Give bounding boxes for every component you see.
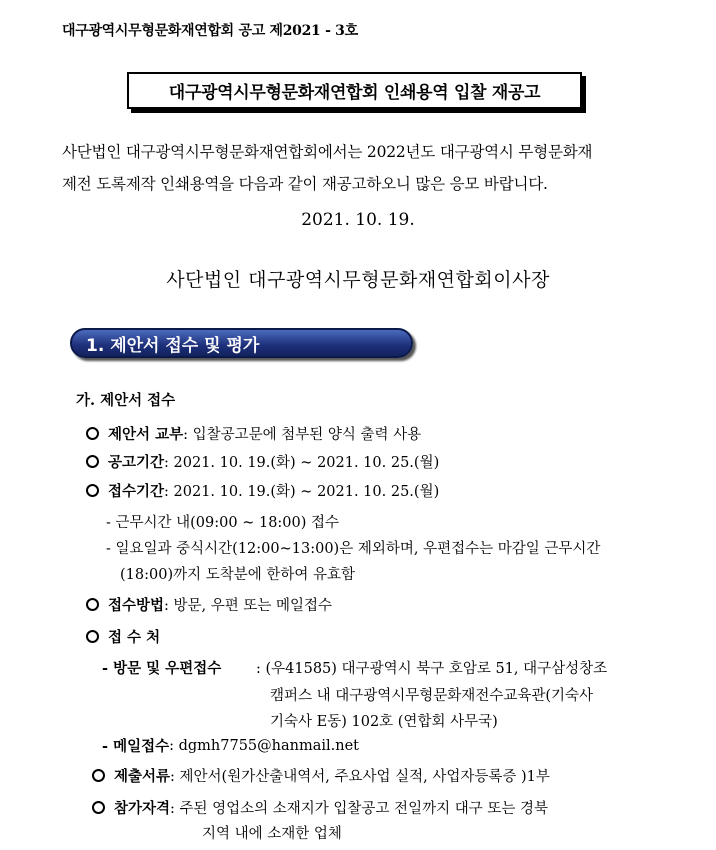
- item-value: : 방문, 우편 또는 메일접수: [164, 598, 333, 614]
- list-item: [86, 451, 439, 472]
- item-label: 제안서 교부: [108, 426, 184, 443]
- circle-bullet-icon: [86, 455, 99, 468]
- mail-address: : dgmh7755@hanmail.net: [169, 737, 360, 754]
- item-label: 접수기간: [108, 483, 165, 500]
- reception-hours-line: - 일요일과 중식시간(12:00~13:00)은 제외하며, 우편접수는 마감일 근무시간: [106, 541, 601, 557]
- section-title: 1. 제안서 접수 및 평가: [86, 335, 260, 356]
- notice-number: 대구광역시무형문화재연합회 공고 제2021 - 3호: [62, 23, 358, 39]
- list-item: [92, 797, 548, 818]
- circle-bullet-icon: [92, 769, 105, 782]
- intro-line-2: 제전 도록제작 인쇄용역을 다음과 같이 재공고하오니 많은 응모 바랍니다.: [62, 175, 548, 193]
- item-value: : 제안서(원가산출내역서, 주요사업 실적, 사업자등록증 )1부: [170, 769, 550, 785]
- item-label: 참가자격: [114, 800, 171, 817]
- circle-bullet-icon: [86, 630, 99, 643]
- eligibility-continuation: 지역 내에 소재한 업체: [202, 826, 342, 842]
- list-item: [86, 480, 439, 501]
- document-title-text: 대구광역시무형문화재연합회 인쇄용역 입찰 재공고: [168, 83, 541, 103]
- notice-date: 2021. 10. 19.: [301, 210, 415, 230]
- circle-bullet-icon: [92, 801, 105, 814]
- visit-address-line: 기숙사 E동) 102호 (연합회 사무국): [270, 714, 498, 730]
- reception-hours-line: - 근무시간 내(09:00 ~ 18:00) 접수: [106, 515, 340, 531]
- list-item: [86, 423, 421, 444]
- subsection-heading: 가. 제안서 접수: [76, 392, 176, 409]
- visit-address-line: : (우41585) 대구광역시 북구 호암로 51, 대구삼성창조: [256, 661, 608, 677]
- item-value: : 2021. 10. 19.(화) ~ 2021. 10. 25.(월): [164, 455, 440, 471]
- mail-label: - 메일접수: [102, 738, 170, 755]
- item-value: : 2021. 10. 19.(화) ~ 2021. 10. 25.(월): [164, 484, 440, 500]
- intro-line-1: 사단법인 대구광역시무형문화재연합회에서는 2022년도 대구광역시 무형문화재: [62, 143, 593, 161]
- list-item: [86, 594, 332, 615]
- visit-label: - 방문 및 우편접수: [102, 660, 222, 677]
- item-label: 접 수 처: [108, 629, 161, 646]
- item-label: 제출서류: [114, 768, 171, 785]
- visit-address-line: 캠퍼스 내 대구광역시무형문화재전수교육관(기숙사: [270, 688, 594, 704]
- section-header: [70, 328, 413, 358]
- mail-row: [102, 735, 359, 756]
- item-value: : 주된 영업소의 소재지가 입찰공고 전일까지 대구 또는 경북: [170, 801, 548, 817]
- circle-bullet-icon: [86, 484, 99, 497]
- document-title: [127, 72, 582, 109]
- circle-bullet-icon: [86, 598, 99, 611]
- list-item: [86, 626, 160, 647]
- circle-bullet-icon: [86, 427, 99, 440]
- item-value: : 입찰공고문에 첨부된 양식 출력 사용: [183, 427, 422, 443]
- reception-hours-line: (18:00)까지 도착분에 한하여 유효함: [120, 567, 356, 583]
- item-label: 접수방법: [108, 597, 165, 614]
- item-label: 공고기간: [108, 454, 165, 471]
- list-item: [92, 765, 550, 786]
- issuing-organization: 사단법인 대구광역시무형문화재연합회이사장: [166, 269, 550, 291]
